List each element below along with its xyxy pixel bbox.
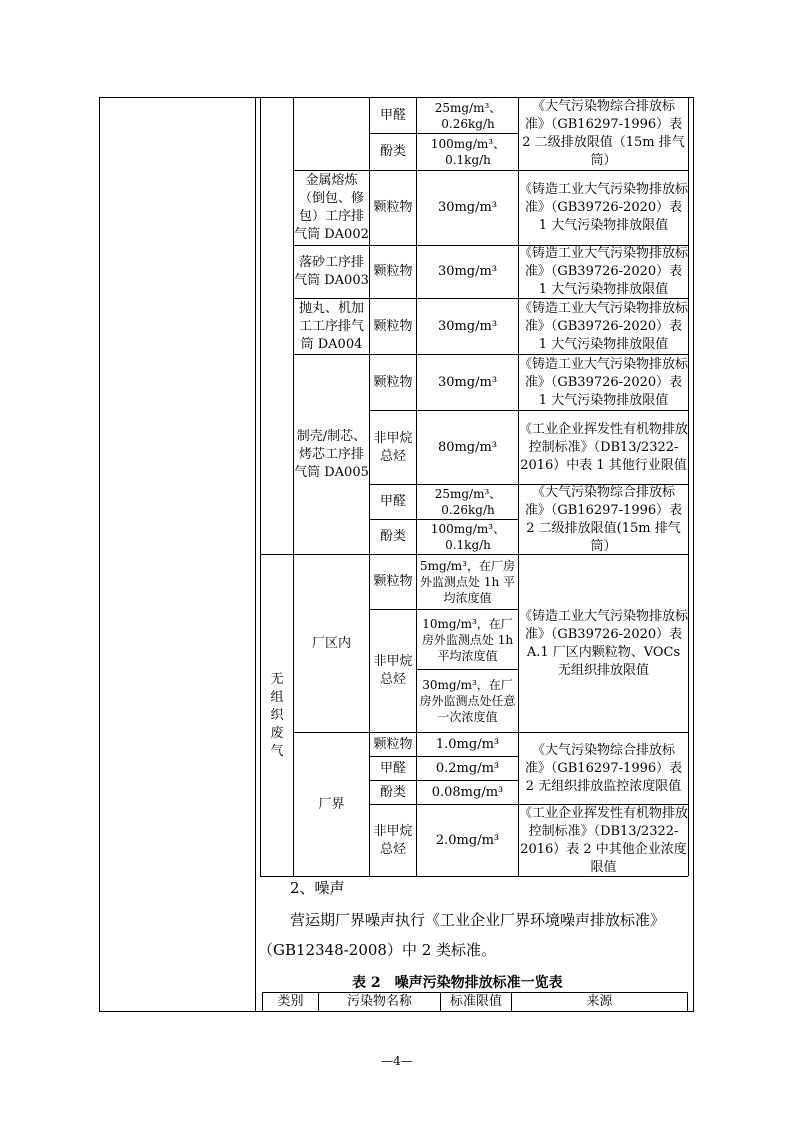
limit-cell: 30mg/m³ <box>437 374 498 390</box>
pollutant-cell: 甲醛 <box>379 760 406 776</box>
limit-cell: 30mg/m³ <box>437 264 498 279</box>
limit-cell: 1.0mg/m³ <box>435 736 500 752</box>
table-vline <box>687 992 688 1012</box>
source-cell: 《大气污染物综合排放标准》（GB16297-1996）表 2 二级排放限值(15m 排气筒） <box>524 485 683 554</box>
limit-cell: 80mg/m³ <box>437 439 498 455</box>
pollutant-cell: 酚类 <box>379 784 406 800</box>
pollutant-cell: 非甲烷总烃 <box>373 823 413 857</box>
pollutant-cell: 非甲烷总烃 <box>373 654 413 687</box>
source-cell: 《铸造工业大气污染物排放标准》（GB39726-2020）表 1 大气污染物排放限值 <box>519 246 688 297</box>
page-number: —4— <box>381 1054 413 1068</box>
source-cell: 《大气污染物综合排放标准》（GB16297-1996）表 2 二级排放限值（15m 排气筒） <box>522 99 685 168</box>
limit-cell: 100mg/m³、0.1kg/h <box>430 137 506 167</box>
table-hline <box>260 876 688 877</box>
outlet-cell: 金属熔炼（倒包、修包）工序排气筒 DA002 <box>294 173 369 242</box>
pollutant-cell: 颗粒物 <box>373 200 413 215</box>
paragraph-line: 营运期厂界噪声执行《工业企业厂界环境噪声排放标准》 <box>290 911 666 929</box>
limit-cell: 2.0mg/m³ <box>435 832 500 848</box>
limit-cell: 30mg/m³ <box>437 318 498 334</box>
source-cell: 《工业企业挥发性有机物排放控制标准》（DB13/2322-2016）中表 1 其他行业限值 <box>519 421 688 473</box>
table-vline <box>255 97 256 1012</box>
section-heading: 2、噪声 <box>290 879 345 897</box>
pollutant-cell: 甲醛 <box>379 494 406 509</box>
table-header-cell: 污染物名称 <box>346 994 412 1009</box>
pollutant-cell: 甲醛 <box>379 107 406 123</box>
table-vline <box>688 97 689 876</box>
outlet-cell: 抛丸、机加工工序排气筒 DA004 <box>298 300 364 352</box>
limit-cell: 10mg/m³，在厂房外监测点处 1h 平均浓度值 <box>421 616 514 663</box>
table-header-cell: 来源 <box>586 994 613 1009</box>
limit-cell: 0.2mg/m³ <box>435 760 500 776</box>
limit-cell: 25mg/m³、0.26kg/h <box>434 100 502 131</box>
table-title: 表 2 噪声污染物排放标准一览表 <box>352 975 563 991</box>
category-cell: 无组织废气 <box>270 671 284 759</box>
pollutant-cell: 颗粒物 <box>373 318 413 334</box>
outlet-cell: 制壳/制芯、烤芯工序排气筒 DA005 <box>294 428 369 480</box>
table-header-cell: 类别 <box>277 994 304 1009</box>
pollutant-cell: 酚类 <box>379 529 406 544</box>
limit-cell: 30mg/m³，在厂房外监测点处任意一次浓度值 <box>419 678 516 724</box>
limit-cell: 0.08mg/m³ <box>431 784 504 800</box>
limit-cell: 5mg/m³，在厂房外监测点处 1h 平均浓度值 <box>420 559 515 605</box>
pollutant-cell: 颗粒物 <box>373 374 413 390</box>
table-header-cell: 标准限值 <box>449 994 502 1009</box>
location-cell: 厂区内 <box>311 635 351 651</box>
pollutant-cell: 酚类 <box>379 144 406 159</box>
source-cell: 《铸造工业大气污染物排放标准》（GB39726-2020）表 1 大气污染物排放限值 <box>519 356 688 408</box>
pollutant-cell: 颗粒物 <box>373 264 413 279</box>
source-cell: 《铸造工业大气污染物排放标准》（GB39726-2020）表 A.1 厂区内颗粒物、VOCs 无组织排放限值 <box>519 608 688 678</box>
source-cell: 《铸造工业大气污染物排放标准》（GB39726-2020）表 1 大气污染物排放限值 <box>519 182 688 233</box>
source-cell: 《工业企业挥发性有机物排放控制标准》（DB13/2322-2016）表 2 中其他企业浓度限值 <box>519 805 688 875</box>
pollutant-cell: 颗粒物 <box>373 736 413 752</box>
pollutant-cell: 非甲烷总烃 <box>373 430 413 464</box>
location-cell: 厂界 <box>318 796 345 812</box>
limit-cell: 30mg/m³ <box>437 200 498 215</box>
source-cell: 《大气污染物综合排放标准》（GB16297-1996）表 2 无组织排放监控浓度限值 <box>524 742 683 794</box>
source-cell: 《铸造工业大气污染物排放标准》（GB39726-2020）表 1 大气污染物排放限值 <box>519 300 688 352</box>
pollutant-cell: 颗粒物 <box>373 574 413 589</box>
limit-cell: 100mg/m³、0.1kg/h <box>430 522 506 552</box>
limit-cell: 25mg/m³、0.26kg/h <box>434 487 502 517</box>
outlet-cell: 落砂工序排气筒 DA003 <box>294 255 369 288</box>
paragraph-line: （GB12348-2008）中 2 类标准。 <box>258 941 497 959</box>
